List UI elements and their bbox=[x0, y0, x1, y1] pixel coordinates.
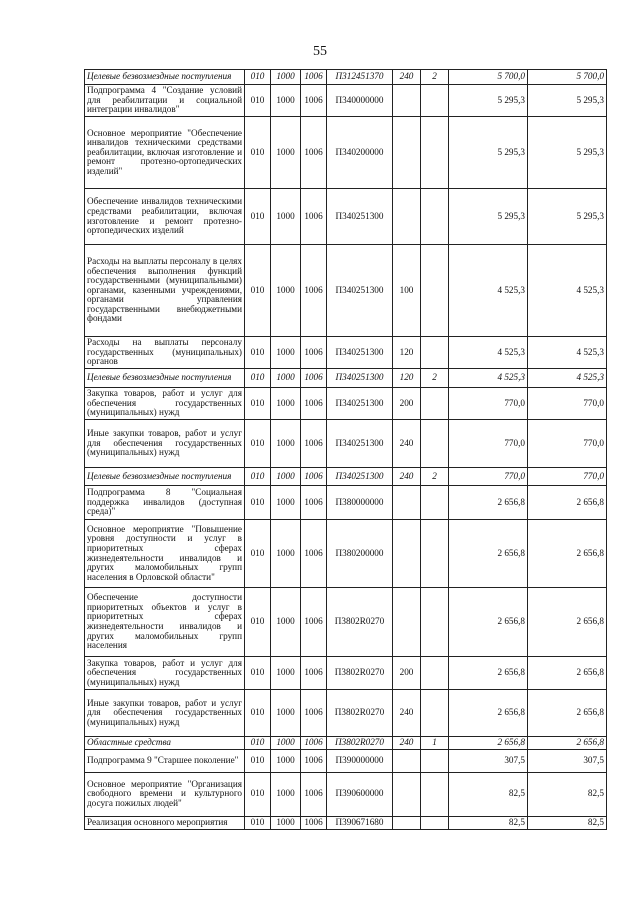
target-article-cell: П380000000 bbox=[327, 486, 393, 520]
expense-type-cell: 100 bbox=[393, 245, 421, 337]
subsection-code-cell: 1006 bbox=[301, 369, 327, 388]
row-name-cell: Обеспечение доступности приоритетных объектов и услуг в приоритетных сферах жизнедеятельности инвалидов и других маломобильных групп населения bbox=[85, 588, 245, 657]
funding-source-cell bbox=[421, 486, 449, 520]
row-name-cell: Целевые безвозмездные поступления bbox=[85, 70, 245, 85]
target-article-cell: П312451370 bbox=[327, 70, 393, 85]
target-article-cell: П390000000 bbox=[327, 749, 393, 772]
row-name-cell: Закупка товаров, работ и услуг для обеспечения государственных (муниципальных) нужд bbox=[85, 388, 245, 420]
funding-source-cell bbox=[421, 749, 449, 772]
amount-cell-2: 770,0 bbox=[528, 420, 607, 468]
target-article-cell: П340251300 bbox=[327, 337, 393, 369]
funding-source-cell bbox=[421, 816, 449, 829]
row-name-cell: Иные закупки товаров, работ и услуг для обеспечения государственных (муниципальных) нужд bbox=[85, 690, 245, 737]
funding-source-cell bbox=[421, 690, 449, 737]
subsection-code-cell: 1006 bbox=[301, 85, 327, 117]
ministry-code-cell: 010 bbox=[245, 117, 271, 189]
funding-source-cell bbox=[421, 388, 449, 420]
section-code-cell: 1000 bbox=[271, 245, 301, 337]
section-code-cell: 1000 bbox=[271, 388, 301, 420]
section-code-cell: 1000 bbox=[271, 189, 301, 245]
section-code-cell: 1000 bbox=[271, 690, 301, 737]
subsection-code-cell: 1006 bbox=[301, 486, 327, 520]
funding-source-cell bbox=[421, 520, 449, 588]
ministry-code-cell: 010 bbox=[245, 70, 271, 85]
funding-source-cell: 2 bbox=[421, 468, 449, 486]
amount-cell-2: 4 525,3 bbox=[528, 337, 607, 369]
section-code-cell: 1000 bbox=[271, 588, 301, 657]
table-row bbox=[85, 737, 607, 750]
table-row bbox=[85, 520, 607, 588]
section-code-cell: 1000 bbox=[271, 486, 301, 520]
amount-cell-2: 5 295,3 bbox=[528, 85, 607, 117]
amount-cell-2: 82,5 bbox=[528, 816, 607, 829]
funding-source-cell bbox=[421, 117, 449, 189]
expense-type-cell bbox=[393, 85, 421, 117]
budget-table bbox=[84, 69, 607, 830]
funding-source-cell bbox=[421, 588, 449, 657]
table-row bbox=[85, 588, 607, 657]
table-row bbox=[85, 388, 607, 420]
ministry-code-cell: 010 bbox=[245, 85, 271, 117]
amount-cell: 2 656,8 bbox=[449, 690, 528, 737]
expense-type-cell bbox=[393, 486, 421, 520]
amount-cell: 2 656,8 bbox=[449, 588, 528, 657]
amount-cell-2: 307,5 bbox=[528, 749, 607, 772]
expense-type-cell: 240 bbox=[393, 70, 421, 85]
subsection-code-cell: 1006 bbox=[301, 588, 327, 657]
amount-cell-2: 5 295,3 bbox=[528, 117, 607, 189]
amount-cell: 770,0 bbox=[449, 420, 528, 468]
ministry-code-cell: 010 bbox=[245, 486, 271, 520]
expense-type-cell bbox=[393, 520, 421, 588]
table-row bbox=[85, 337, 607, 369]
table-row bbox=[85, 657, 607, 690]
row-name-cell: Обеспечение инвалидов техническими средствами реабилитации, включая изготовление и ремонт протезно-ортопедических изделий bbox=[85, 189, 245, 245]
ministry-code-cell: 010 bbox=[245, 369, 271, 388]
table-row bbox=[85, 486, 607, 520]
expense-type-cell: 240 bbox=[393, 737, 421, 750]
ministry-code-cell: 010 bbox=[245, 245, 271, 337]
target-article-cell: П340251300 bbox=[327, 245, 393, 337]
row-name-cell: Основное мероприятие "Обеспечение инвалидов техническими средствами реабилитации, включая изготовление и ремонт протезно-ортопедических изделий" bbox=[85, 117, 245, 189]
table-row bbox=[85, 772, 607, 816]
amount-cell: 770,0 bbox=[449, 388, 528, 420]
row-name-cell: Целевые безвозмездные поступления bbox=[85, 468, 245, 486]
subsection-code-cell: 1006 bbox=[301, 737, 327, 750]
subsection-code-cell: 1006 bbox=[301, 245, 327, 337]
target-article-cell: П3802R0270 bbox=[327, 657, 393, 690]
section-code-cell: 1000 bbox=[271, 737, 301, 750]
ministry-code-cell: 010 bbox=[245, 737, 271, 750]
row-name-cell: Подпрограмма 4 "Создание условий для реабилитации и социальной интеграции инвалидов" bbox=[85, 85, 245, 117]
amount-cell-2: 4 525,3 bbox=[528, 369, 607, 388]
funding-source-cell bbox=[421, 420, 449, 468]
amount-cell: 2 656,8 bbox=[449, 486, 528, 520]
table-row bbox=[85, 369, 607, 388]
ministry-code-cell: 010 bbox=[245, 690, 271, 737]
subsection-code-cell: 1006 bbox=[301, 420, 327, 468]
amount-cell-2: 2 656,8 bbox=[528, 737, 607, 750]
ministry-code-cell: 010 bbox=[245, 520, 271, 588]
target-article-cell: П340251300 bbox=[327, 420, 393, 468]
ministry-code-cell: 010 bbox=[245, 749, 271, 772]
subsection-code-cell: 1006 bbox=[301, 772, 327, 816]
target-article-cell: П390671680 bbox=[327, 816, 393, 829]
section-code-cell: 1000 bbox=[271, 117, 301, 189]
expense-type-cell: 240 bbox=[393, 690, 421, 737]
section-code-cell: 1000 bbox=[271, 369, 301, 388]
amount-cell-2: 2 656,8 bbox=[528, 588, 607, 657]
table-row bbox=[85, 85, 607, 117]
amount-cell: 770,0 bbox=[449, 468, 528, 486]
ministry-code-cell: 010 bbox=[245, 468, 271, 486]
funding-source-cell bbox=[421, 772, 449, 816]
amount-cell: 2 656,8 bbox=[449, 520, 528, 588]
expense-type-cell: 200 bbox=[393, 657, 421, 690]
target-article-cell: П340251300 bbox=[327, 468, 393, 486]
amount-cell-2: 2 656,8 bbox=[528, 486, 607, 520]
expense-type-cell: 120 bbox=[393, 337, 421, 369]
row-name-cell: Основное мероприятие "Повышение уровня доступности и услуг в приоритетных сферах жизнедеятельности инвалидов и других маломобильных групп населения в Орловской области" bbox=[85, 520, 245, 588]
ministry-code-cell: 010 bbox=[245, 420, 271, 468]
row-name-cell: Подпрограмма 8 "Социальная поддержка инвалидов (доступная среда)" bbox=[85, 486, 245, 520]
target-article-cell: П380200000 bbox=[327, 520, 393, 588]
subsection-code-cell: 1006 bbox=[301, 816, 327, 829]
subsection-code-cell: 1006 bbox=[301, 189, 327, 245]
section-code-cell: 1000 bbox=[271, 70, 301, 85]
target-article-cell: П390600000 bbox=[327, 772, 393, 816]
target-article-cell: П3802R0270 bbox=[327, 588, 393, 657]
row-name-cell: Расходы на выплаты персоналу в целях обеспечения выполнения функций государственными (муниципальными) органами, казенными учреждениями, органами управления государственными внебюджетными фондами bbox=[85, 245, 245, 337]
target-article-cell: П340251300 bbox=[327, 388, 393, 420]
row-name-cell: Расходы на выплаты персоналу государственных (муниципальных) органов bbox=[85, 337, 245, 369]
ministry-code-cell: 010 bbox=[245, 337, 271, 369]
row-name-cell: Закупка товаров, работ и услуг для обеспечения государственных (муниципальных) нужд bbox=[85, 657, 245, 690]
expense-type-cell: 240 bbox=[393, 420, 421, 468]
ministry-code-cell: 010 bbox=[245, 189, 271, 245]
expense-type-cell bbox=[393, 189, 421, 245]
ministry-code-cell: 010 bbox=[245, 588, 271, 657]
amount-cell: 4 525,3 bbox=[449, 337, 528, 369]
expense-type-cell bbox=[393, 816, 421, 829]
subsection-code-cell: 1006 bbox=[301, 657, 327, 690]
amount-cell-2: 82,5 bbox=[528, 772, 607, 816]
subsection-code-cell: 1006 bbox=[301, 337, 327, 369]
section-code-cell: 1000 bbox=[271, 749, 301, 772]
expense-type-cell bbox=[393, 749, 421, 772]
funding-source-cell: 1 bbox=[421, 737, 449, 750]
target-article-cell: П3802R0270 bbox=[327, 737, 393, 750]
target-article-cell: П340251300 bbox=[327, 369, 393, 388]
section-code-cell: 1000 bbox=[271, 520, 301, 588]
funding-source-cell: 2 bbox=[421, 70, 449, 85]
subsection-code-cell: 1006 bbox=[301, 117, 327, 189]
row-name-cell: Основное мероприятие "Организация свободного времени и культурного досуга пожилых людей" bbox=[85, 772, 245, 816]
table-row bbox=[85, 690, 607, 737]
amount-cell: 5 700,0 bbox=[449, 70, 528, 85]
amount-cell: 307,5 bbox=[449, 749, 528, 772]
ministry-code-cell: 010 bbox=[245, 816, 271, 829]
amount-cell: 2 656,8 bbox=[449, 737, 528, 750]
funding-source-cell bbox=[421, 657, 449, 690]
target-article-cell: П3802R0270 bbox=[327, 690, 393, 737]
row-name-cell: Областные средства bbox=[85, 737, 245, 750]
section-code-cell: 1000 bbox=[271, 772, 301, 816]
amount-cell: 82,5 bbox=[449, 816, 528, 829]
table-row bbox=[85, 816, 607, 829]
subsection-code-cell: 1006 bbox=[301, 690, 327, 737]
amount-cell-2: 5 295,3 bbox=[528, 189, 607, 245]
row-name-cell: Реализация основного мероприятия bbox=[85, 816, 245, 829]
table-body bbox=[85, 70, 607, 830]
expense-type-cell: 240 bbox=[393, 468, 421, 486]
amount-cell-2: 2 656,8 bbox=[528, 657, 607, 690]
section-code-cell: 1000 bbox=[271, 420, 301, 468]
table-row bbox=[85, 70, 607, 85]
funding-source-cell bbox=[421, 189, 449, 245]
amount-cell-2: 5 700,0 bbox=[528, 70, 607, 85]
row-name-cell: Иные закупки товаров, работ и услуг для обеспечения государственных (муниципальных) нужд bbox=[85, 420, 245, 468]
row-name-cell: Целевые безвозмездные поступления bbox=[85, 369, 245, 388]
amount-cell: 5 295,3 bbox=[449, 85, 528, 117]
expense-type-cell: 200 bbox=[393, 388, 421, 420]
funding-source-cell: 2 bbox=[421, 369, 449, 388]
ministry-code-cell: 010 bbox=[245, 388, 271, 420]
table-row bbox=[85, 117, 607, 189]
section-code-cell: 1000 bbox=[271, 85, 301, 117]
amount-cell-2: 4 525,3 bbox=[528, 245, 607, 337]
target-article-cell: П340000000 bbox=[327, 85, 393, 117]
ministry-code-cell: 010 bbox=[245, 657, 271, 690]
amount-cell-2: 2 656,8 bbox=[528, 520, 607, 588]
funding-source-cell bbox=[421, 245, 449, 337]
table-row bbox=[85, 420, 607, 468]
target-article-cell: П340251300 bbox=[327, 189, 393, 245]
row-name-cell: Подпрограмма 9 "Старшее поколение" bbox=[85, 749, 245, 772]
table-row bbox=[85, 245, 607, 337]
subsection-code-cell: 1006 bbox=[301, 468, 327, 486]
amount-cell: 5 295,3 bbox=[449, 117, 528, 189]
expense-type-cell bbox=[393, 117, 421, 189]
section-code-cell: 1000 bbox=[271, 468, 301, 486]
subsection-code-cell: 1006 bbox=[301, 388, 327, 420]
expense-type-cell bbox=[393, 772, 421, 816]
page-number: 55 bbox=[313, 44, 327, 59]
amount-cell: 4 525,3 bbox=[449, 245, 528, 337]
section-code-cell: 1000 bbox=[271, 816, 301, 829]
table-row bbox=[85, 749, 607, 772]
amount-cell-2: 770,0 bbox=[528, 468, 607, 486]
table-row bbox=[85, 468, 607, 486]
amount-cell: 2 656,8 bbox=[449, 657, 528, 690]
subsection-code-cell: 1006 bbox=[301, 520, 327, 588]
subsection-code-cell: 1006 bbox=[301, 70, 327, 85]
amount-cell: 82,5 bbox=[449, 772, 528, 816]
table-row bbox=[85, 189, 607, 245]
funding-source-cell bbox=[421, 85, 449, 117]
section-code-cell: 1000 bbox=[271, 657, 301, 690]
subsection-code-cell: 1006 bbox=[301, 749, 327, 772]
amount-cell-2: 770,0 bbox=[528, 388, 607, 420]
target-article-cell: П340200000 bbox=[327, 117, 393, 189]
amount-cell: 5 295,3 bbox=[449, 189, 528, 245]
expense-type-cell bbox=[393, 588, 421, 657]
ministry-code-cell: 010 bbox=[245, 772, 271, 816]
amount-cell-2: 2 656,8 bbox=[528, 690, 607, 737]
expense-type-cell: 120 bbox=[393, 369, 421, 388]
funding-source-cell bbox=[421, 337, 449, 369]
amount-cell: 4 525,3 bbox=[449, 369, 528, 388]
section-code-cell: 1000 bbox=[271, 337, 301, 369]
